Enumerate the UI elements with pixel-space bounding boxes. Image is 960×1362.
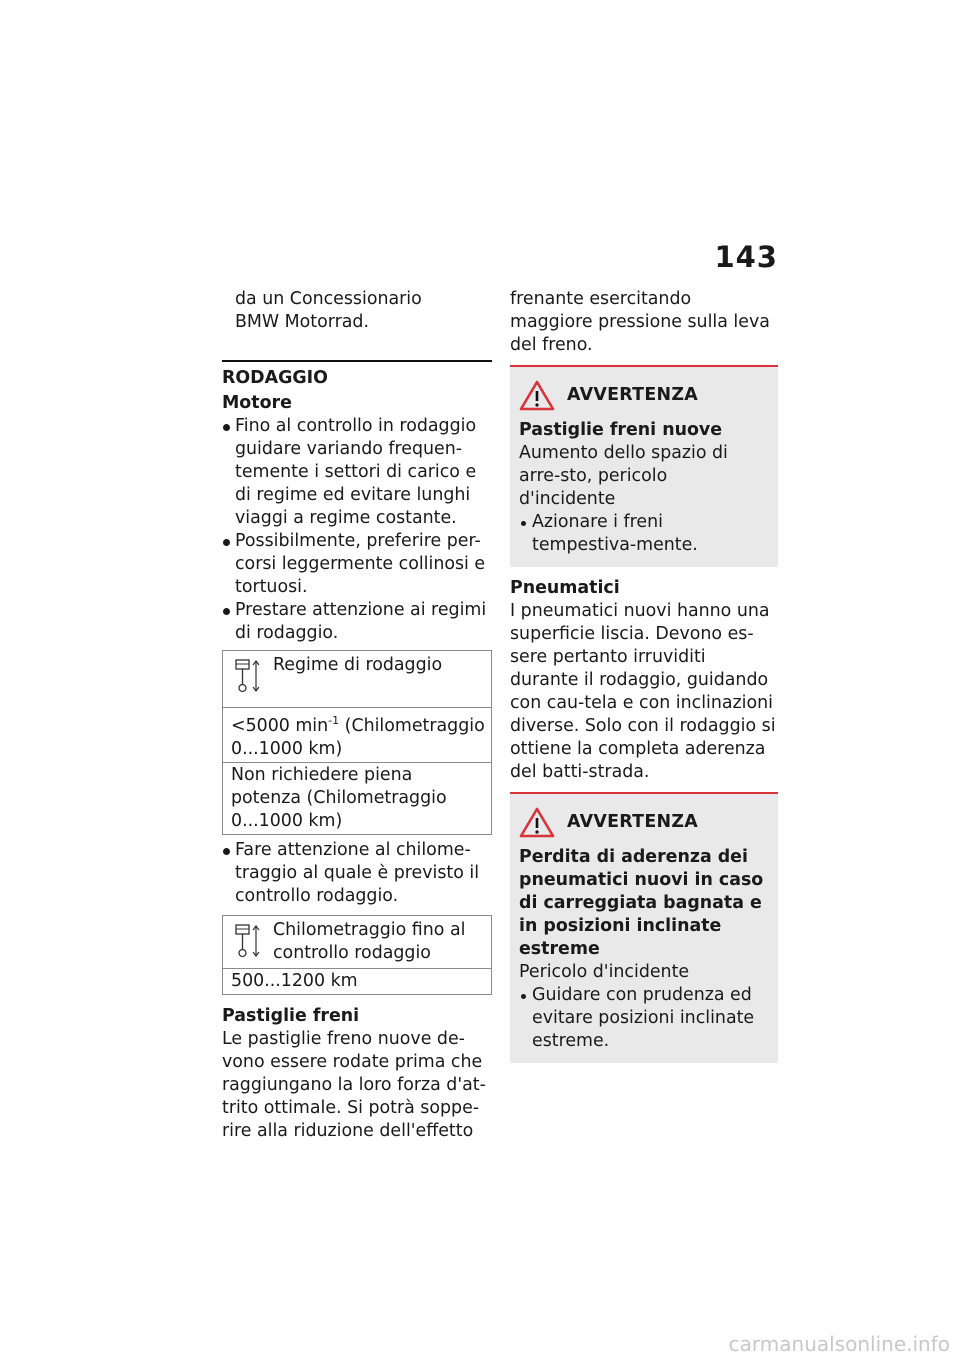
warning-triangle-icon — [519, 379, 555, 411]
list-item: Guidare con prudenza ed evitare posizioni inclinate estreme. — [519, 984, 768, 1053]
heading-pastiglie: Pastiglie freni — [222, 1005, 360, 1026]
right-column — [510, 288, 778, 1063]
list-item: Possibilmente, preferire per-corsi leggermente collinosi e tortuosi. — [222, 530, 492, 599]
warning-bullets — [519, 511, 768, 557]
bullet-icon — [223, 424, 230, 431]
warning-subheading: Pastiglie freni nuove — [519, 420, 723, 440]
intro-line: da un Concessionario — [235, 289, 422, 309]
engine-piston-icon — [223, 651, 273, 707]
bullet-icon — [521, 521, 526, 526]
warning-text: Aumento dello spazio di arre-sto, pericolo d'incidente — [519, 443, 728, 509]
list-item: Prestare attenzione ai regimi di rodaggio. — [222, 599, 492, 645]
bullet-icon — [223, 608, 230, 615]
warning-box — [510, 792, 778, 1063]
spec-table-regime — [222, 650, 492, 835]
warning-bullets — [519, 984, 768, 1053]
list-item: Azionare i freni tempestiva-mente. — [519, 511, 768, 557]
watermark: carmanualsonline.info — [728, 1332, 950, 1356]
pneumatici-text: I pneumatici nuovi hanno una superficie liscia. Devono es-sere pertanto irruviditi durante il rodaggio, guidando con cau-tela e con inclinazioni diverse. Solo con il rodaggio si ottiene la completa aderenza del batti-strada. — [510, 601, 776, 782]
list-item: Fare attenzione al chilome-traggio al quale è previsto il controllo rodaggio. — [222, 839, 492, 908]
bullet-icon — [521, 994, 526, 999]
intro-text — [222, 288, 492, 334]
continuation-text: frenante esercitando maggiore pressione sulla leva del freno. — [510, 289, 770, 355]
warning-label: AVVERTENZA — [567, 812, 699, 832]
warning-triangle-icon — [519, 806, 555, 838]
spec-table-row: 500...1200 km — [231, 970, 358, 991]
bullet-icon — [223, 539, 230, 546]
heading-motore: Motore — [222, 393, 292, 413]
warning-subheading: Perdita di aderenza dei pneumatici nuovi in caso di carreggiata bagnata e in posizioni inclinate estreme — [519, 847, 764, 959]
spec-table-chilometraggio — [222, 915, 492, 995]
heading-pneumatici: Pneumatici — [510, 578, 620, 598]
spec-table-title: Regime di rodaggio — [273, 655, 443, 675]
warning-text: Pericolo d'incidente — [519, 962, 690, 982]
list-item: Fino al controllo in rodaggio guidare variando frequen-temente i settori di carico e di regime ed evitare lunghi viaggi a regime costante. — [222, 415, 492, 530]
spec-table-header — [223, 651, 491, 708]
warning-header — [519, 379, 768, 411]
spec-table-header — [223, 916, 491, 969]
motore-bullets — [222, 415, 492, 645]
spec-table-row: <5000 $\min^{-1}$ (Chilometraggio 0...1000 km) — [223, 708, 491, 763]
left-column — [222, 288, 492, 1143]
warning-label: AVVERTENZA — [567, 385, 699, 405]
page-number: 143 — [714, 240, 778, 274]
spec-table-row: Non richiedere piena potenza (Chilometraggio 0...1000 km) — [231, 764, 447, 831]
bullet-icon — [223, 848, 230, 855]
intro-line: BMW Motorrad. — [235, 312, 369, 332]
engine-piston-icon — [223, 916, 273, 968]
spec-table-title: Chilometraggio fino al controllo rodaggio — [273, 919, 466, 963]
rodaggio-bullets — [222, 839, 492, 908]
warning-header — [519, 806, 768, 838]
section-title-rodaggio: RODAGGIO — [222, 360, 492, 390]
warning-box — [510, 365, 778, 567]
pastiglie-text: Le pastiglie freno nuove de-vono essere rodate prima che raggiungano la loro forza d'at-trito ottimale. Si potrà soppe-rire alla riduzione dell'effetto — [222, 1028, 486, 1141]
